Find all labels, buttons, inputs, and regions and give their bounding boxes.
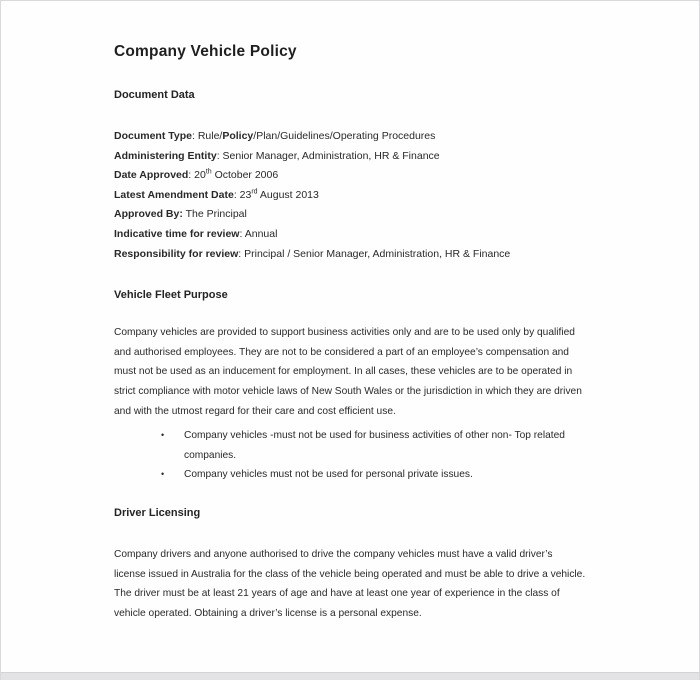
field-label: Indicative time for review xyxy=(114,227,240,240)
field-value: October 2006 xyxy=(211,169,279,182)
bullet-text: Company vehicles must not be used for personal private issues. xyxy=(184,469,473,481)
field-label: Approved By: xyxy=(114,208,183,221)
bullet-icon: • xyxy=(161,469,165,480)
field-label: Administering Entity xyxy=(114,149,217,162)
field-label: Date Approved xyxy=(114,169,189,182)
ordinal-superscript: th xyxy=(205,168,212,176)
field-value: : 20 xyxy=(188,169,206,182)
page-bottom-band xyxy=(1,672,699,680)
field-row-indicative-time-for-review xyxy=(114,225,586,245)
vehicle-fleet-purpose-bullet-list xyxy=(114,426,586,485)
field-value: : 23 xyxy=(233,188,252,201)
field-value: /Plan/Guidelines/Operating Procedures xyxy=(253,130,436,142)
document-content xyxy=(114,1,586,623)
field-value-bold: Policy xyxy=(222,130,254,142)
vehicle-fleet-purpose-paragraph: Company vehicles are provided to support business activities only and are to be used only by qualified and authorised employees. They are not to be considered a part of an employee’s compensation and must not be used as an inducement for employment. In all cases, these vehicles are to be operated in strict compliance with motor vehicle laws of New South Wales or the jurisdiction in which they are driven and with the utmost regard for their care and cost efficient use. xyxy=(114,327,582,417)
field-row-administering-entity xyxy=(114,147,586,167)
bullet-item xyxy=(114,426,586,465)
field-label: Responsibility for review xyxy=(114,247,239,260)
section-heading-document-data: Document Data xyxy=(114,89,195,101)
field-label: Latest Amendment Date xyxy=(114,188,234,201)
document-data-fields xyxy=(114,127,586,264)
page-title: Company Vehicle Policy xyxy=(114,43,297,60)
field-value: : Principal / Senior Manager, Administration, HR & Finance xyxy=(238,247,511,260)
bullet-item xyxy=(114,465,586,485)
bullet-text: Company vehicles -must not be used for business activities of other non- Top related companies. xyxy=(184,430,565,461)
field-value: : Rule/ xyxy=(191,130,223,142)
field-row-latest-amendment-date xyxy=(114,186,586,206)
field-value: The Principal xyxy=(182,208,247,221)
section-heading-vehicle-fleet-purpose: Vehicle Fleet Purpose xyxy=(114,289,228,302)
ordinal-superscript: rd xyxy=(251,188,258,196)
section-heading-driver-licensing: Driver Licensing xyxy=(114,506,201,519)
field-value: August 2013 xyxy=(257,188,319,201)
driver-licensing-paragraph: Company drivers and anyone authorised to drive the company vehicles must have a valid driver’s license issued in Australia for the class of the vehicle being operated and must be able to drive a vehicle. The driver must be at least 21 years of age and have at least one year of experience in the class of vehicle operated. Obtaining a driver’s license is a personal expense. xyxy=(114,548,586,619)
bullet-icon: • xyxy=(161,430,165,441)
field-row-approved-by xyxy=(114,205,586,225)
field-row-date-approved xyxy=(114,166,586,186)
field-row-responsibility-for-review xyxy=(114,245,586,265)
field-row-document-type xyxy=(114,127,586,147)
field-value: : Annual xyxy=(239,227,278,240)
field-value: : Senior Manager, Administration, HR & Finance xyxy=(216,149,440,162)
field-label: Document Type xyxy=(114,130,192,142)
